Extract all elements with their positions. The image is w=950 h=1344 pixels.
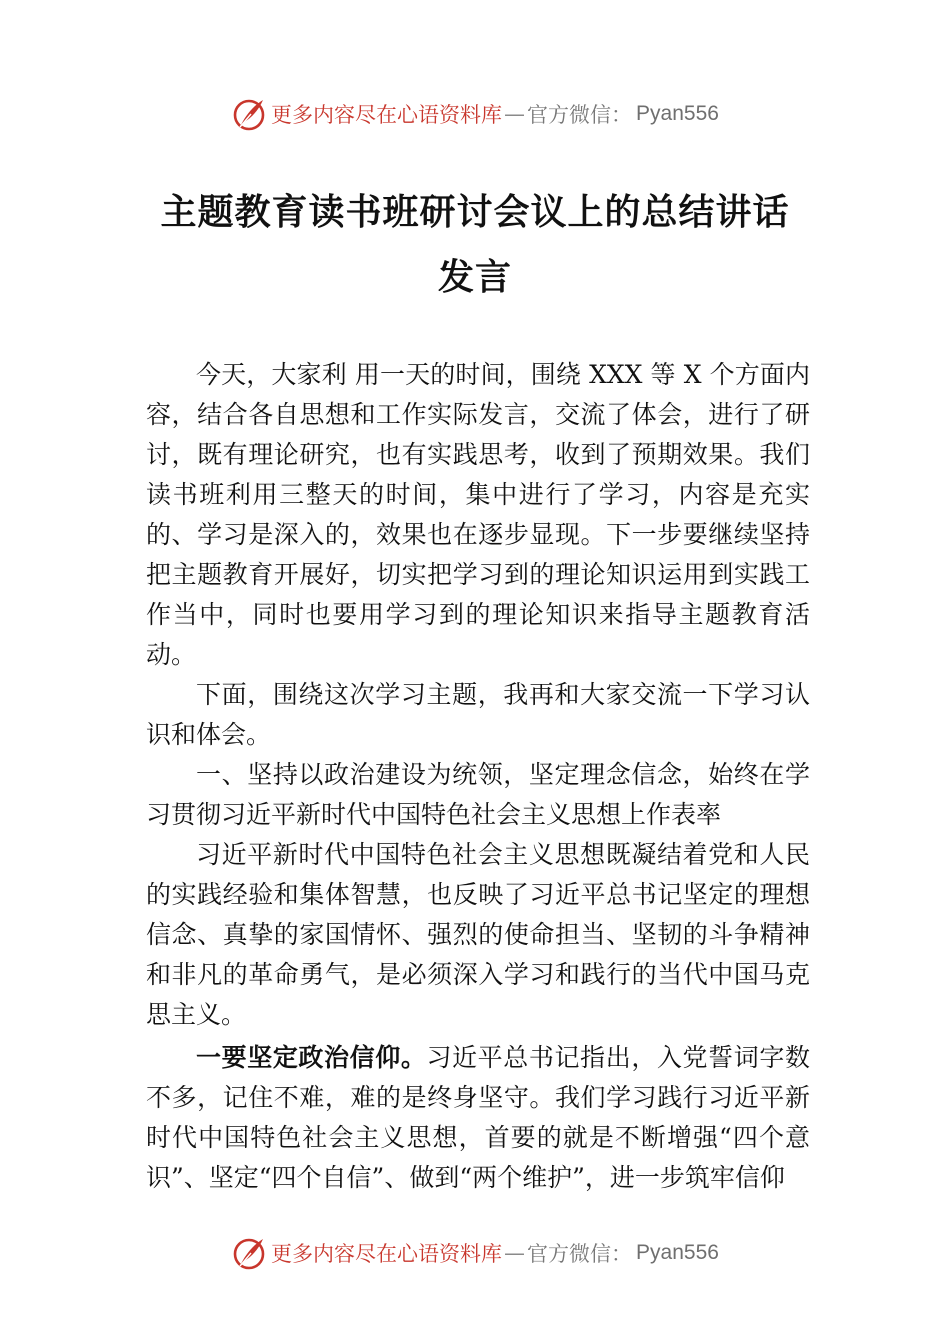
banner-wechat-id: Pyan556 xyxy=(636,102,719,125)
footer-banner xyxy=(0,1233,950,1273)
banner-prefix: 更多内容尽在心语资料库 xyxy=(271,103,503,127)
banner-label: 官方微信： xyxy=(527,103,633,127)
section-heading: 一、坚持以政治建设为统领，坚定理念信念，始终在学习贯彻习近平新时代中国特色社会主义思想上作表率 xyxy=(146,760,810,829)
document-title: 主题教育读书班研讨会议上的总结讲话发言 xyxy=(160,191,790,298)
banner-label: 官方微信： xyxy=(527,1242,633,1266)
quill-logo-icon xyxy=(231,96,267,132)
banner-prefix: 更多内容尽在心语资料库 xyxy=(271,1242,503,1266)
paragraph-thought: 习近平新时代中国特色社会主义思想既凝结着党和人民的实践经验和集体智慧，也反映了习近平总书记坚定的理想信念、真挚的家国情怀、强烈的使命担当、坚韧的斗争精神和非凡的革命勇气，是必须深入学习和践行的当代中国马克思主义。 xyxy=(146,840,810,1029)
paragraph-intro: 今天，大家利 用一天的时间，围绕 XXX 等 X 个方面内容，结合各自思想和工作实际发言，交流了体会，进行了研讨，既有理论研究，也有实践思考，收到了预期效果。我们读书班利用三整天的时间，集中进行了学习，内容是充实的、学习是深入的，效果也在逐步显现。下一步要继续坚持把主题教育开展好，切实把学习到的理论知识运用到实践工作当中，同时也要用学习到的理论知识来指导主题教育活动。 xyxy=(146,360,810,669)
banner-dash: — xyxy=(504,102,526,126)
document-body xyxy=(146,355,810,1198)
quill-logo-icon xyxy=(231,1235,267,1271)
banner-wechat-id: Pyan556 xyxy=(636,1241,719,1264)
paragraph-transition: 下面，围绕这次学习主题，我再和大家交流一下学习认识和体会。 xyxy=(146,680,810,749)
point-one-lead: 一要坚定政治信仰。 xyxy=(196,1043,427,1072)
point-one-text: 习近平总书记指出，入党誓词字数不多，记住不难，难的是终身坚守。我们学习践行习近平新时代中国特色社会主义思想，首要的就是不断增强“四个意识”、坚定“四个自信”、做到“两个维护”，进一步筑牢信仰 xyxy=(146,1043,810,1192)
paragraph-point-one xyxy=(146,1038,810,1198)
header-banner xyxy=(0,94,950,134)
banner-dash: — xyxy=(504,1241,526,1265)
